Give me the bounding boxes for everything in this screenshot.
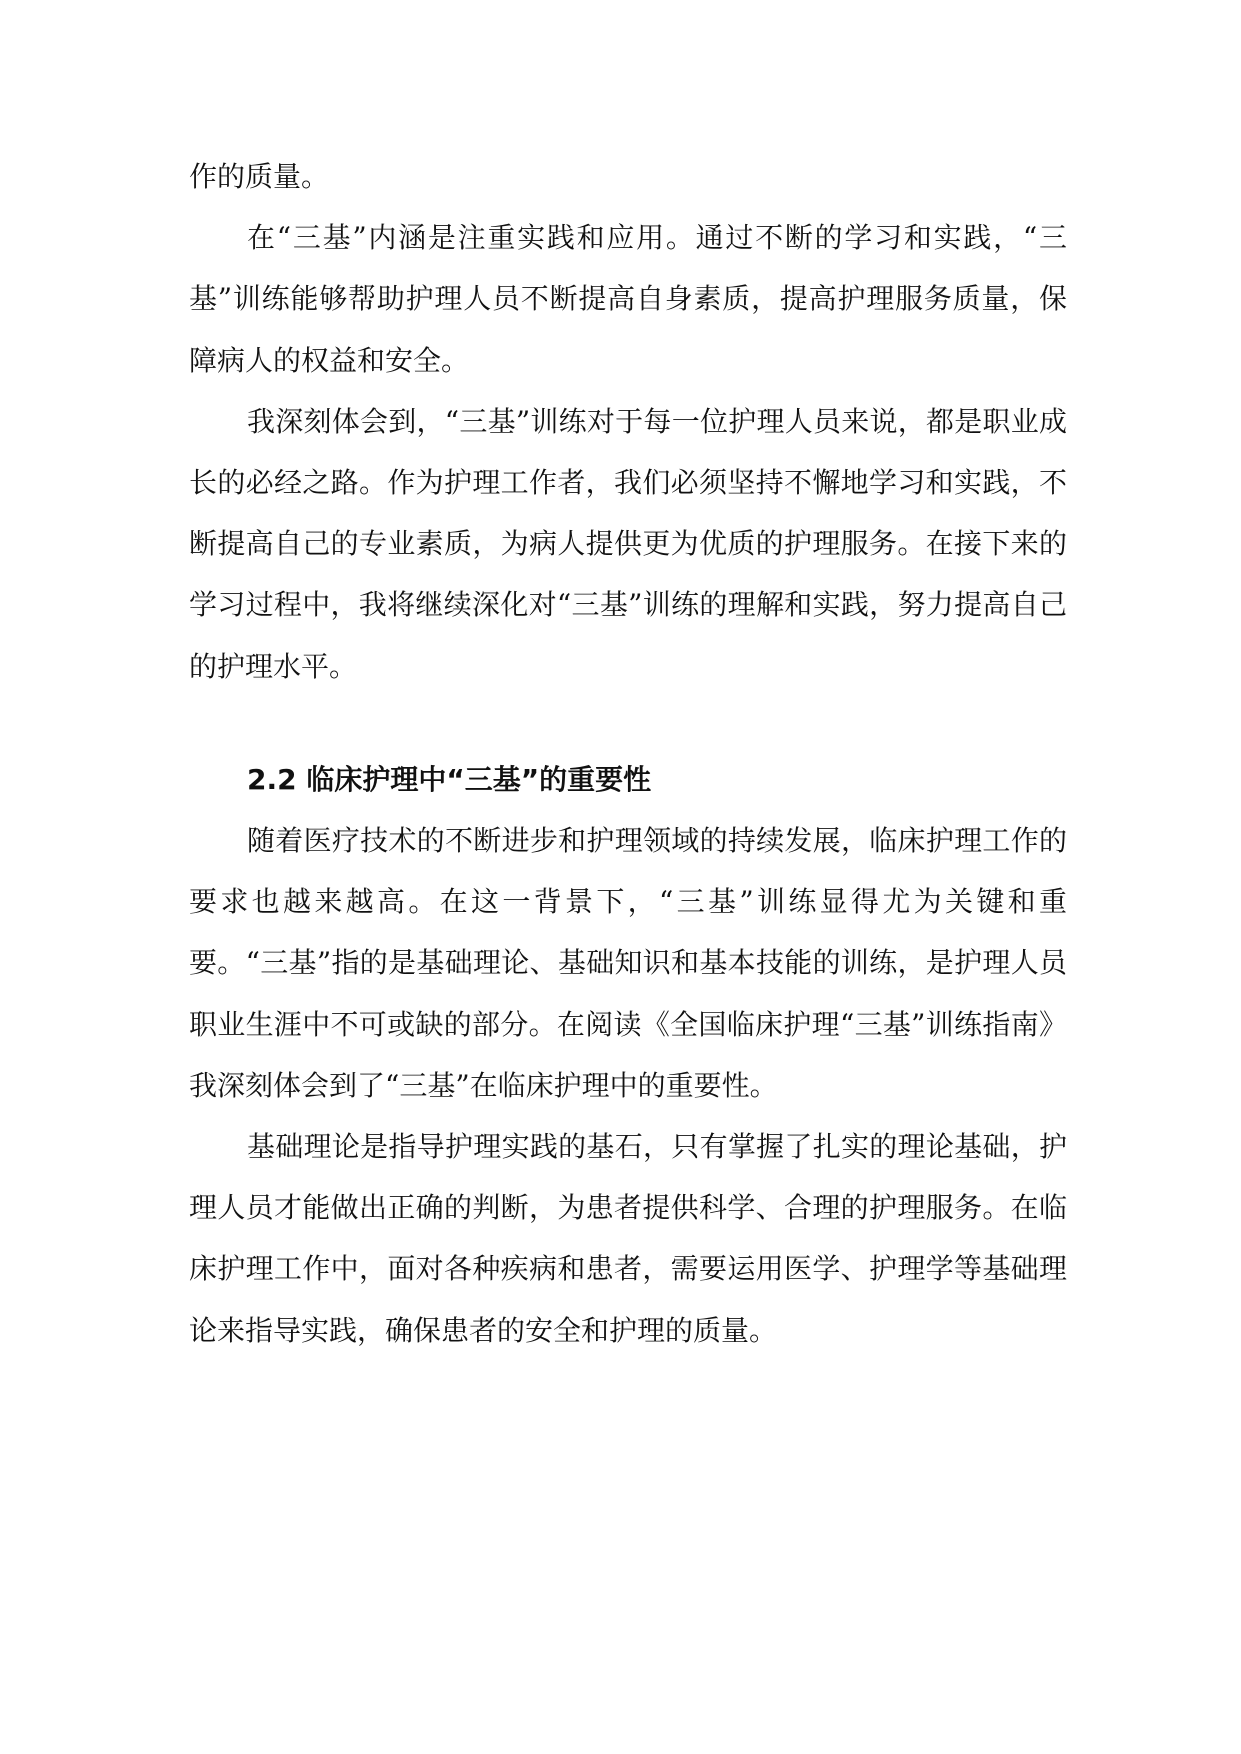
paragraph-basic-theory: 基础理论是指导护理实践的基石，只有掌握了扎实的理论基础，护理人员才能做出正确的判断，为患者提供科学、合理的护理服务。在临床护理工作中，面对各种疾病和患者，需要运用医学、护理学等基础理论来指导实践，确保患者的安全和护理的质量。 xyxy=(189,1130,1067,1347)
paragraph-importance: 随着医疗技术的不断进步和护理领域的持续发展，临床护理工作的要求也越来越高。在这一背景下，“三基”训练显得尤为关键和重要。“三基”指的是基础理论、基础知识和基本技能的训练，是护理人员职业生涯中不可或缺的部分。在阅读《全国临床护理“三基”训练指南》我深刻体会到了“三基”在临床护理中的重要性。 xyxy=(189,824,1067,1102)
paragraph-continuation: 作的质量。 xyxy=(189,160,330,193)
paragraph-reflection: 我深刻体会到，“三基”训练对于每一位护理人员来说，都是职业成长的必经之路。作为护理工作者，我们必须坚持不懈地学习和实践，不断提高自己的专业素质，为病人提供更为优质的护理服务。在接下来的学习过程中，我将继续深化对“三基”训练的理解和实践，努力提高自己的护理水平。 xyxy=(189,404,1067,683)
section-heading: 2.2 临床护理中“三基”的重要性 xyxy=(247,762,652,796)
document-body xyxy=(189,146,1067,1361)
paragraph-sanji-meaning: 在“三基”内涵是注重实践和应用。通过不断的学习和实践，“三基”训练能够帮助护理人员不断提高自身素质，提高护理服务质量，保障病人的权益和安全。 xyxy=(189,221,1067,377)
